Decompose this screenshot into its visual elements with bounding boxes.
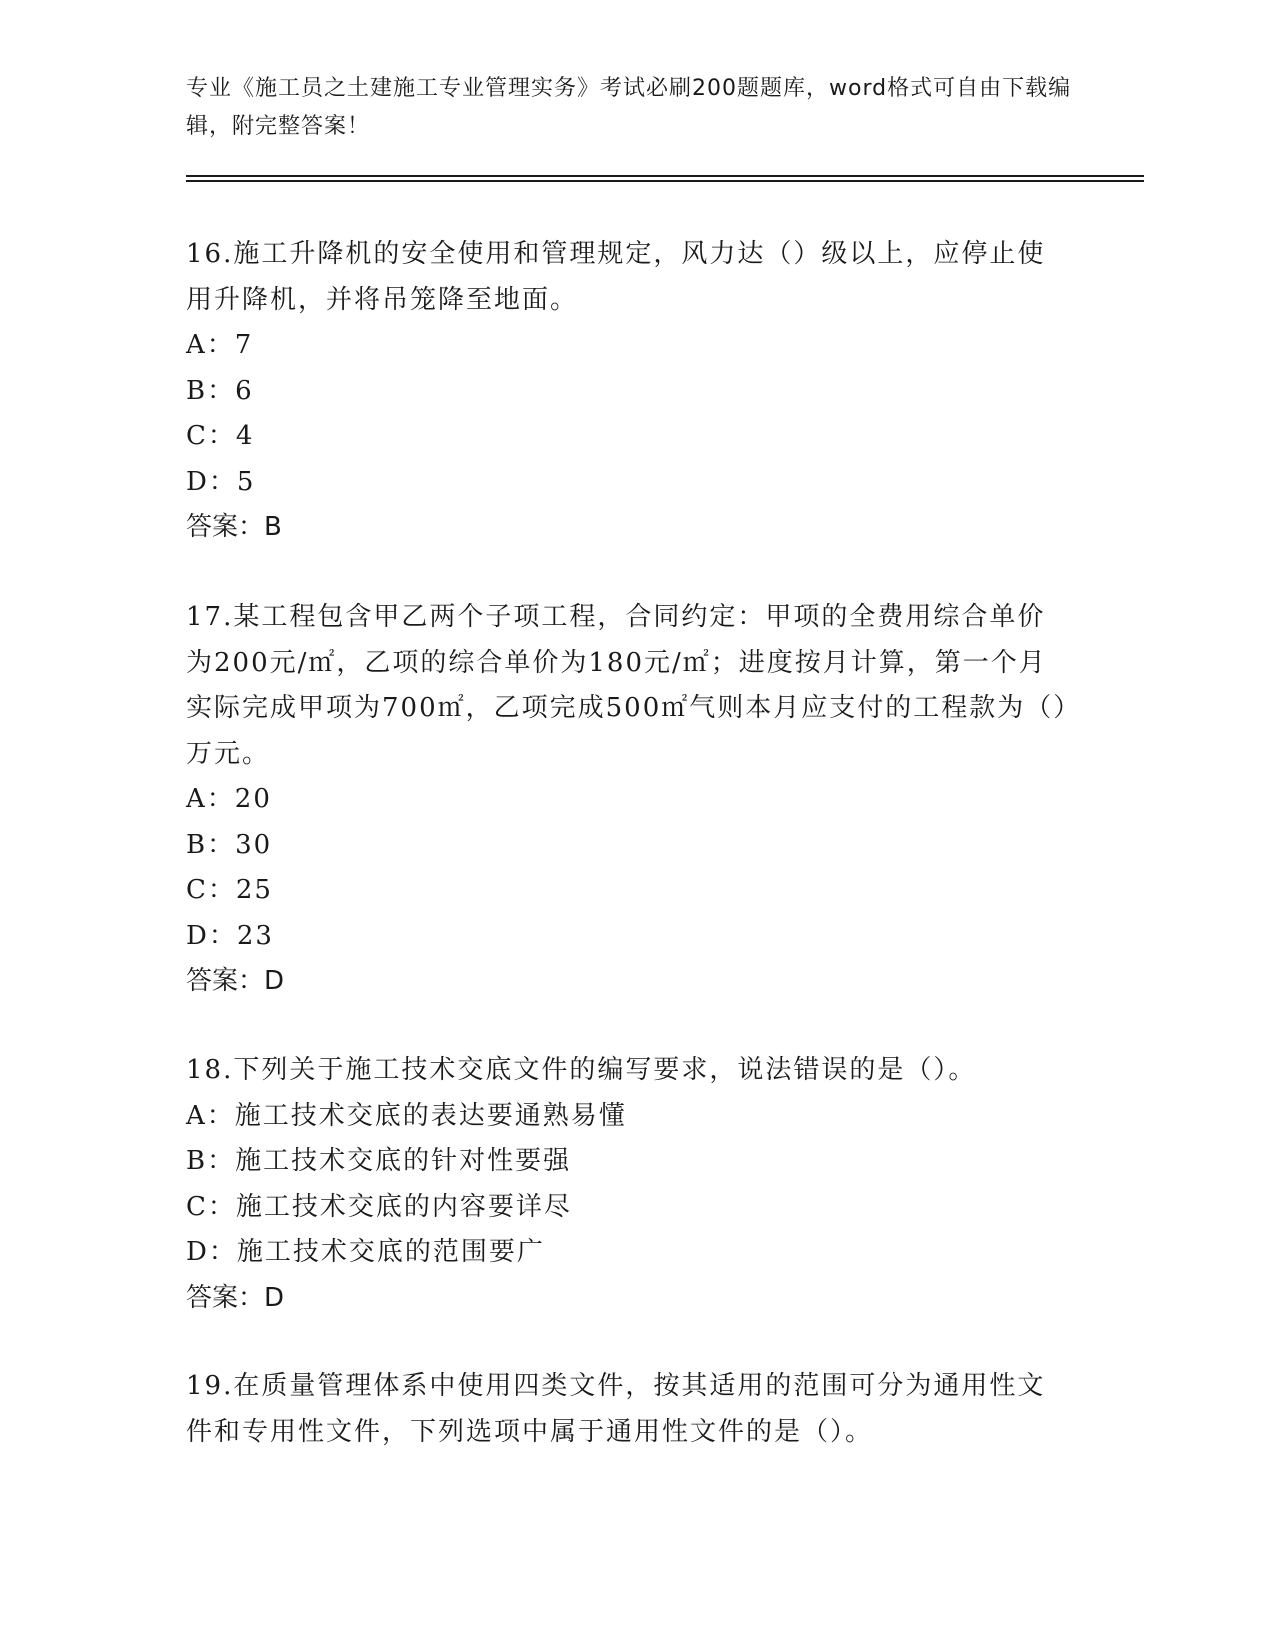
question-18 — [186, 1048, 1071, 1321]
option-c: C：25 — [186, 875, 273, 905]
question-19 — [186, 1364, 1071, 1455]
question-16 — [186, 232, 1071, 551]
header-divider-top — [186, 175, 1144, 177]
option-d: D：23 — [186, 920, 274, 951]
answer: 答案：D — [186, 1282, 285, 1313]
header-divider-bottom — [186, 180, 1144, 182]
option-a: A：7 — [186, 330, 254, 360]
option-a: A：20 — [186, 784, 272, 814]
option-c: C：4 — [186, 421, 255, 451]
option-b: B：30 — [186, 829, 273, 860]
option-b: B：施工技术交底的针对性要强 — [186, 1146, 572, 1176]
option-d: D：施工技术交底的范围要广 — [186, 1237, 545, 1267]
question-stem: 16.施工升降机的安全使用和管理规定，风力达（）级以上，应停止使用升降机，并将吊笼降至地面。 — [186, 239, 1046, 315]
option-a: A：施工技术交底的表达要通熟易懂 — [186, 1100, 627, 1131]
option-b: B：6 — [186, 375, 254, 406]
question-17 — [186, 595, 1071, 1005]
question-stem: 18.下列关于施工技术交底文件的编写要求，说法错误的是（）。 — [186, 1055, 977, 1085]
question-stem: 19.在质量管理体系中使用四类文件，按其适用的范围可分为通用性文件和专用性文件，下列选项中属于通用性文件的是（）。 — [186, 1371, 1046, 1447]
question-stem: 17.某工程包含甲乙两个子项工程，合同约定：甲项的全费用综合单价为200元/㎡，乙项的综合单价为180元/㎡；进度按月计算，第一个月实际完成甲项为700㎡，乙项完成500㎡气则本月应支付的工程款为（）万元。 — [186, 602, 1069, 769]
option-c: C：施工技术交底的内容要详尽 — [186, 1191, 572, 1222]
answer: 答案：D — [186, 966, 285, 996]
option-d: D：5 — [186, 466, 256, 497]
document-header: 专业《施工员之土建施工专业管理实务》考试必刷200题题库，word格式可自由下载编辑，附完整答案！ — [186, 76, 1072, 139]
answer: 答案：B — [186, 512, 282, 542]
